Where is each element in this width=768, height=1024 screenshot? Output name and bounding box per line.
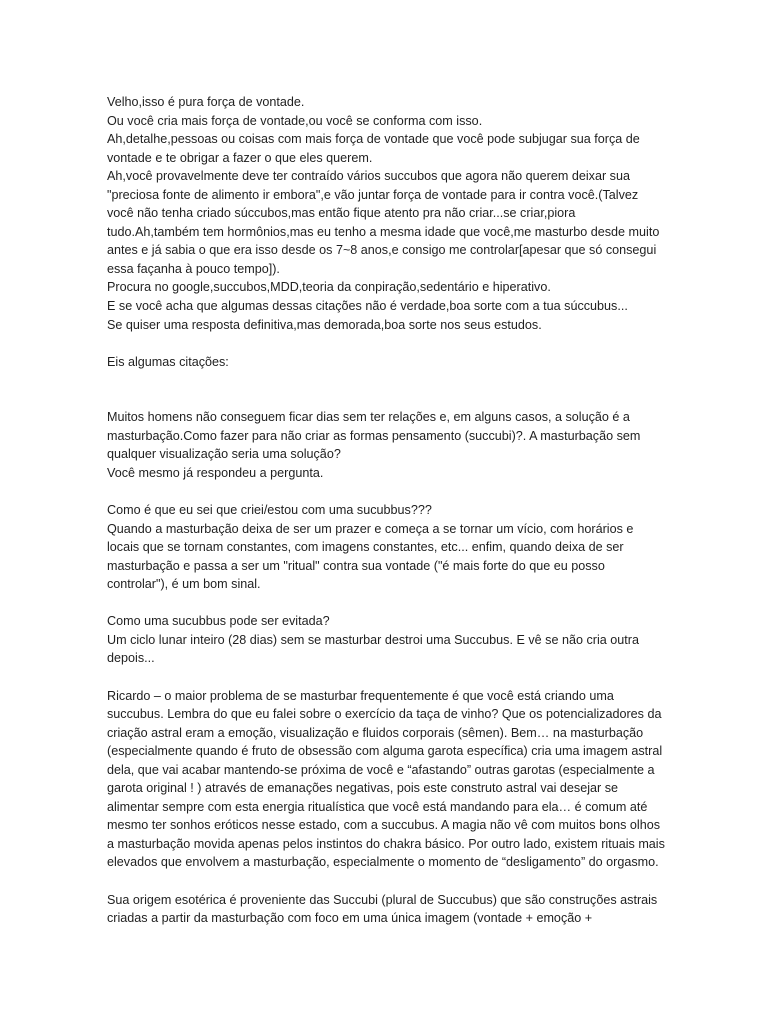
text-line: Quando a masturbação deixa de ser um prazer e começa a se tornar um vício, com horários e	[107, 521, 634, 536]
text-line: locais que se tornam constantes, com imagens constantes, etc... enfim, quando deixa de ser	[107, 540, 624, 555]
text-line: Você mesmo já respondeu a pergunta.	[107, 465, 324, 480]
text-line: E se você acha que algumas dessas citações não é verdade,boa sorte com a tua súccubus...	[107, 299, 628, 314]
ricardo-paragraph	[107, 687, 667, 872]
text-line: Muitos homens não conseguem ficar dias sem ter relações e, em alguns casos, a solução é a	[107, 410, 630, 425]
text-line: Ricardo – o maior problema de se masturbar frequentemente é que você está criando uma	[107, 688, 614, 703]
text-line: Como é que eu sei que criei/estou com uma sucubbus???	[107, 503, 432, 518]
text-line: alimentar sempre com esta energia ritualística que você está mandando para ela… é comum até	[107, 799, 648, 814]
text-line: Velho,isso é pura força de vontade.	[107, 95, 305, 109]
text-line: Ou você cria mais força de vontade,ou você se conforma com isso.	[107, 113, 483, 128]
paragraph-gap	[107, 334, 667, 353]
question-3-paragraph	[107, 612, 667, 668]
intro-paragraph	[107, 93, 667, 334]
text-line: elevados que envolvem a masturbação, especialmente o momento de “desligamento” do orgasmo.	[107, 855, 659, 870]
citations-heading: Eis algumas citações:	[107, 354, 229, 369]
text-line: Sua origem esotérica é proveniente das Succubi (plural de Succubus) que são construções astrais	[107, 892, 658, 907]
text-line: tudo.Ah,também tem hormônios,mas eu tenho a mesma idade que você,me masturbo desde muito	[107, 224, 660, 239]
paragraph-gap	[107, 371, 667, 408]
text-line: masturbação e passa a ser um "ritual" contra sua vontade ("é mais forte do que eu posso	[107, 558, 605, 573]
text-line: Um ciclo lunar inteiro (28 dias) sem se masturbar destroi uma Succubus. E vê se não cria outra	[107, 632, 639, 647]
text-line: Se quiser uma resposta definitiva,mas demorada,boa sorte nos seus estudos.	[107, 317, 542, 332]
text-line: você não tenha criado súccubos,mas então fique atento pra não criar...se criar,piora	[107, 206, 576, 221]
paragraph-gap	[107, 482, 667, 501]
text-line: essa façanha à pouco tempo]).	[107, 261, 280, 276]
paragraph-gap	[107, 872, 667, 891]
question-2-paragraph	[107, 501, 667, 594]
text-line: masturbação.Como fazer para não criar as formas pensamento (succubi)?. A masturbação sem	[107, 428, 641, 443]
citations-heading-paragraph	[107, 353, 667, 372]
text-line: Como uma sucubbus pode ser evitada?	[107, 614, 330, 629]
text-line: garota original ! ) através de emanações negativas, pois este construto astral vai desejar se	[107, 781, 619, 796]
text-line: Ah,você provavelmente deve ter contraído vários succubos que agora não querem deixar sua	[107, 169, 630, 184]
text-line: succubus. Lembra do que eu falei sobre o exercício da taça de vinho? Que os potencializadores da	[107, 707, 662, 722]
text-line: a masturbação movida apenas pelos instintos do chakra básico. Por outro lado, existem rituais mais	[107, 836, 665, 851]
text-line: depois...	[107, 651, 155, 666]
paragraph-gap	[107, 594, 667, 613]
text-line: Procura no google,succubos,MDD,teoria da conpiração,sedentário e hiperativo.	[107, 280, 551, 295]
text-line: dela, que vai acabar mantendo-se próxima de você e “afastando” outras garotas (especialmente a	[107, 762, 655, 777]
text-line: "preciosa fonte de alimento ir embora",e vão juntar força de vontade para ir contra você.(Talvez	[107, 187, 639, 202]
text-line: criadas a partir da masturbação com foco em uma única imagem (vontade + emoção +	[107, 911, 593, 926]
question-1-paragraph	[107, 408, 667, 482]
document-body	[107, 93, 667, 928]
text-line: controlar"), é um bom sinal.	[107, 577, 261, 592]
paragraph-gap	[107, 668, 667, 687]
text-line: mesmo ter sonhos eróticos nesse estado, com a succubus. A magia não vê com muitos bons olhos	[107, 818, 661, 833]
text-line: antes e já sabia o que era isso desde os 7~8 anos,e consigo me controlar[apesar que só consegui	[107, 243, 657, 258]
text-line: vontade e te obrigar a fazer o que eles querem.	[107, 150, 373, 165]
text-line: Ah,detalhe,pessoas ou coisas com mais força de vontade que você pode subjugar sua força de	[107, 132, 640, 147]
text-line: qualquer visualização seria uma solução?	[107, 447, 341, 462]
origin-paragraph	[107, 891, 667, 928]
text-line: (especialmente quando é fruto de obsessão com alguma garota específica) cria uma imagem astral	[107, 744, 663, 759]
text-line: criação astral eram a emoção, visualização e fluidos corporais (sêmen). Bem… na masturbação	[107, 725, 644, 740]
